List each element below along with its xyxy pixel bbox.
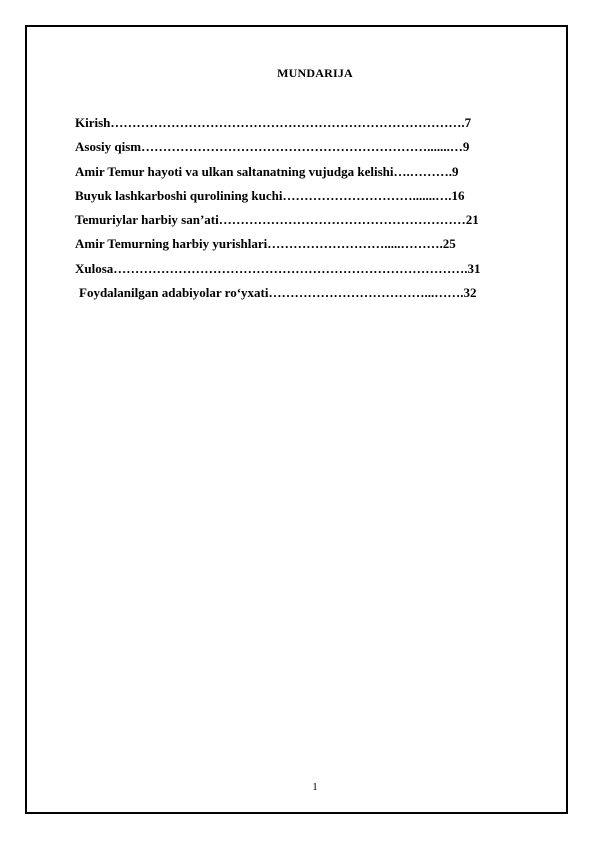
toc-entry-temuriylar-sanati[interactable]: Temuriylar harbiy san’ati…………………………………………………21 [75,212,479,228]
toc-title: MUNDARIJA [277,66,353,80]
toc-entry-amir-temur-hayoti[interactable]: Amir Temur hayoti va ulkan saltanatning vujudga kelishi….……….9 [75,163,459,179]
toc-entry-asosiy-qism[interactable]: Asosiy qism………………………………………………………….......…9 [75,139,470,155]
toc-entry-lashkarboshi-quroli[interactable]: Buyuk lashkarboshi qurolining kuchi………………………….......….16 [75,187,465,203]
toc-entry-adabiyotlar[interactable]: Foydalanilgan adabiyolar ro‘yxati………………………………...…….32 [79,285,477,301]
table-of-contents [75,113,561,307]
page-number: 1 [312,781,318,793]
toc-entry-kirish[interactable]: Kirish……………………………………………………………………….7 [75,115,472,130]
toc-entry-harbiy-yurishlar[interactable]: Amir Temurning harbiy yurishlari……………………….....……….25 [75,236,456,252]
toc-entry-xulosa[interactable]: Xulosa……………………………………………………………………….31 [75,260,481,276]
